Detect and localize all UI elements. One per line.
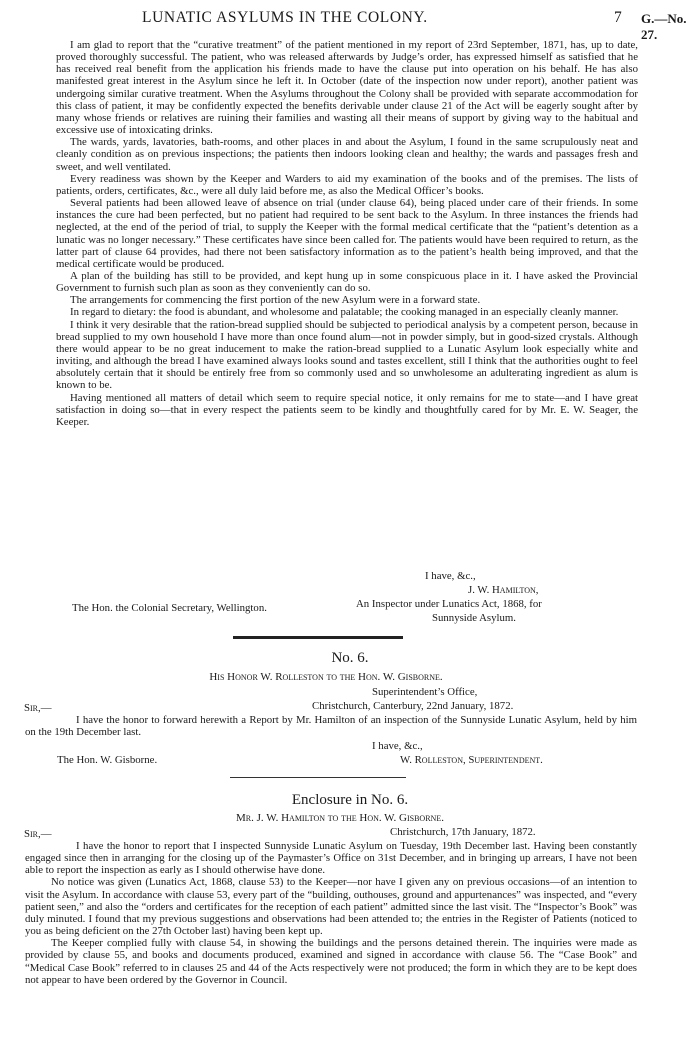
no6-signature: W. Rolleston, Superintendent. [400,754,543,766]
no6-office: Superintendent’s Office, [372,686,478,698]
report-body [56,39,638,428]
enclosure-from-to: Mr. J. W. Hamilton to the Hon. W. Gisborne. [236,812,444,824]
report-paragraph: Every readiness was shown by the Keeper and Warders to aid my examination of the books and of the premises. The lists of patients, orders, certificates, &c., were all duly laid before me, as also the Medical Officer’s books. [56,172,638,197]
report-paragraph: Several patients had been allowed leave of absence on trial (under clause 64), being placed under care of their friends. In some instances the cure had been perfected, but no patient had required to be sent back to the Asylum. In three instances the friends had neglected, at the end of the period of trial, to supply the Keeper with the formal medical certificate that the “patient’s detention as a lunatic was no longer necessary.” These certificates have since been called for. The patients would have been required to return, as the latter part of clause 64 provides, had there not been satisfactory information as to the patient’s health being improved, and that the medical certificate would be produced. [56,197,638,270]
report-signature-name: J. W. Hamilton, [468,584,539,596]
enclosure-paragraph: No notice was given (Lunatics Act, 1868, clause 53) to the Keeper—nor have I given any on previous occasions—of an intention to visit the Asylum. In accordance with clause 53, every part of the “building, outhouses, ground and appurtenances” was inspected, and “every patient seen,” and also the “orders and certificates for the reception of each patient” admitted since the last visit. The “Inspector’s Book” was duly minuted. I found that my previous suggestions and observations had been attended to; the entries in the Register of Patients (noticed to you as being deficient on the 27th October last) having been kept up. [25,876,637,938]
report-paragraph: The arrangements for commencing the first portion of the new Asylum were in a forward state. [70,294,481,307]
report-paragraph: A plan of the building has still to be provided, and kept hung up in some conspicuous place in it. I have asked the Provincial Government to furnish such plan as soon as they conveniently can do so. [56,269,638,295]
report-paragraph: The wards, yards, lavatories, bath-rooms, and other places in and about the Asylum, I found in the same scrupulously neat and cleanly condition as on previous inspections; the patients then indoors looking clean and healthy; the wards and passages fresh and sweet, and well ventilated. [56,136,638,173]
report-paragraph: I think it very desirable that the ration-bread supplied should be subjected to periodical analysis by a competent person, because in bread supplied to my own household I have more than once found alum—not in powder simply, but in good-sized crystals. Although there would appear to be no great inducement to make the ration-bread supplied to a Lunatic Asylum look especially white and inviting, and although the bread I have examined always looks sound and tastes excellent, still I think that the authorities ought to feel absolutely certain that it should be entirely free from so commonly used and so unwholesome an adulterating ingredient as alum is known to be. [56,318,638,392]
no6-addressee: The Hon. W. Gisborne. [57,754,158,766]
report-closing: I have, &c., [425,570,476,582]
no6-heading: No. 6. [331,650,369,666]
enclosure-paragraph: I have the honor to report that I inspected Sunnyside Lunatic Asylum on Tuesday, 19th December last. Having been constantly engaged since then in arranging for the closing up of the Paymaster’s Office on 31st December, and in bringing up arrears, I have not been able to report the inspection as early as I should otherwise have done. [25,840,637,877]
no6-salutation: Sir,— [24,702,52,714]
no6-closing: I have, &c., [372,740,423,752]
page-number: 7 [614,9,622,26]
enclosure-salutation: Sir,— [24,828,52,840]
report-signature-title: An Inspector under Lunatics Act, 1868, for [356,598,542,610]
enclosure-place-date: Christchurch, 17th January, 1872. [390,826,536,838]
report-paragraph: I am glad to report that the “curative treatment” of the patient mentioned in my report of 23rd September, 1871, has, up to date, proved thoroughly successful. The patient, who was released afterwards by Judge’s order, has expressed himself as satisfied that he has received real benefit from the application his friends made to have the clause put into operation on his behalf. He has also manifested great interest in the Asylum since he left it. In October (date of the inspection now under report), another patient was undergoing similar curative treatment. When the Asylums throughout the Colony shall be provided with separate accommodation for this class of patient, it may be confidently expected the benefits derivable under clause 21 of the Act will be eagerly sought after by many whose friends or relatives are ruining their families and wasting all their means of support by giving way to the habitual and excessive use of intoxicating drinks. [56,39,638,137]
no6-place-date: Christchurch, Canterbury, 22nd January, 1872. [312,700,514,712]
running-title: LUNATIC ASYLUMS IN THE COLONY. [142,9,428,26]
report-paragraph: In regard to dietary: the food is abundant, and wholesome and palatable; the cooking managed in an especially cleanly manner. [70,306,619,319]
section-divider [233,636,403,639]
section-divider [230,777,406,778]
no6-from-to: His Honor W. Rolleston to the Hon. W. Gisborne. [209,671,443,683]
enclosure-heading: Enclosure in No. 6. [291,792,409,808]
paper-reference: G.—No. 27. [641,11,687,42]
report-addressee: The Hon. the Colonial Secretary, Wellington. [72,602,267,614]
enclosure-body [25,840,637,986]
report-signature-place: Sunnyside Asylum. [432,612,516,624]
running-header [0,9,700,42]
no6-paragraph: I have the honor to forward herewith a Report by Mr. Hamilton of an inspection of the Sunnyside Lunatic Asylum, held by him on the 19th December last. [25,714,637,739]
report-paragraph: Having mentioned all matters of detail which seem to require special notice, it only remains for me to state—and I have great satisfaction in doing so—that in every respect the patients seem to be kindly and thoughtfully cared for by Mr. E. W. Seager, the Keeper. [56,391,638,428]
enclosure-paragraph: The Keeper complied fully with clause 54, in showing the buildings and the persons detained therein. The inquiries were made as provided by clause 55, and books and documents produced, examined and signed in accordance with clause 56. The “Case Book” and “Medical Case Book” referred to in clauses 25 and 44 of the Acts respectively were not produced; the form in which they are to be kept does not appear to have been ordered by the Governor in Council. [25,937,637,986]
no6-body [25,714,637,738]
